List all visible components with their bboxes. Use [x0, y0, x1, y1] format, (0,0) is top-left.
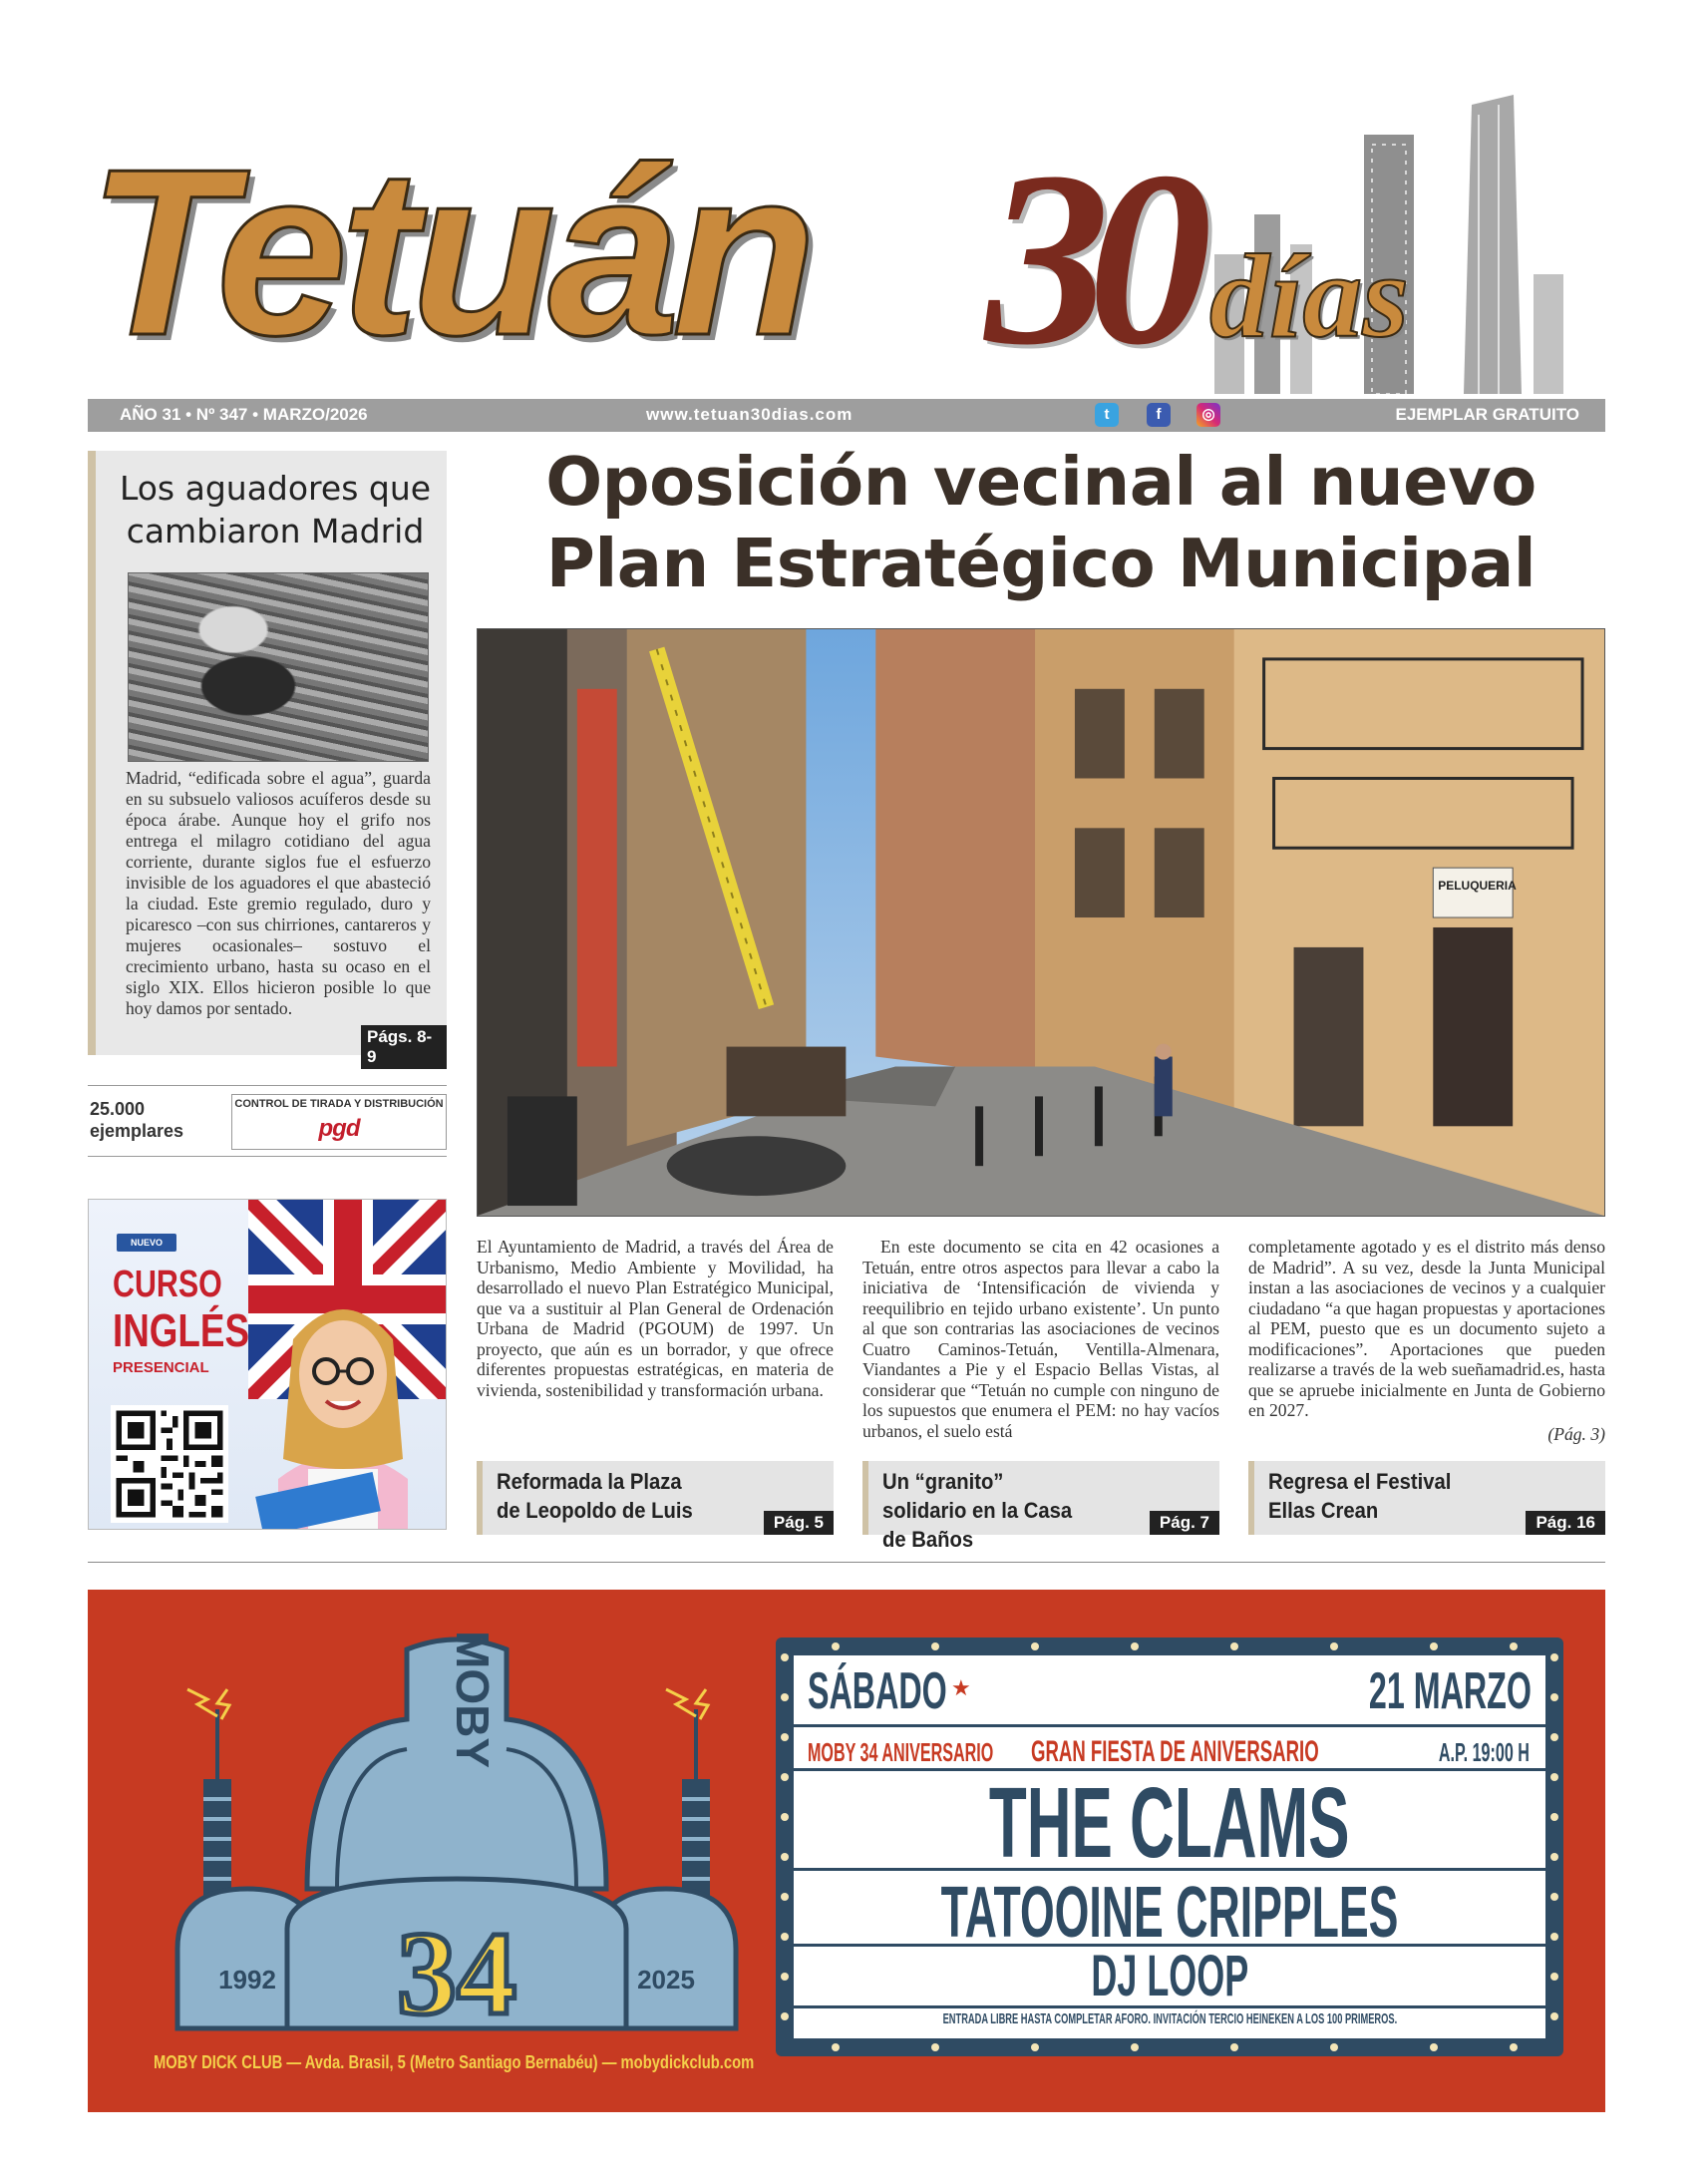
ad-course-word: CURSO	[113, 1264, 222, 1305]
event-anniversary: MOBY 34 ANIVERSARIO	[808, 1737, 994, 1767]
event-day: SÁBADO	[808, 1662, 947, 1720]
moby-year-end: 2025	[637, 1965, 695, 1995]
teaser-title: Reformada la Plaza de Leopoldo de Luis	[497, 1469, 693, 1523]
teaser-plaza-leopoldo[interactable]	[477, 1461, 834, 1535]
ad-english-word: INGLÉS	[113, 1304, 249, 1356]
moby-year-start: 1992	[218, 1965, 276, 1995]
shop-sign: PELUQUERIA	[1438, 879, 1517, 894]
event-time: A.P. 19:00 H	[1438, 1737, 1530, 1767]
teaser-ellas-crean[interactable]	[1248, 1461, 1605, 1535]
street-photo	[477, 628, 1605, 1217]
info-bar	[88, 399, 1605, 432]
ad-presencial: PRESENCIAL	[113, 1359, 209, 1376]
twitter-icon[interactable]: t	[1095, 403, 1119, 427]
headline-line-1: Oposición vecinal al nuevo	[545, 443, 1537, 521]
band-3-name: DJ LOOP	[1091, 1944, 1248, 2008]
event-note	[794, 2010, 1545, 2028]
feature-title: Los aguadores que cambiaron Madrid	[119, 469, 432, 550]
moby-anniversary-number: 34	[397, 1907, 516, 2039]
teaser-title: Regresa el Festival Ellas Crean	[1268, 1469, 1452, 1523]
moby-dick-ad[interactable]	[88, 1590, 1605, 2112]
facebook-icon[interactable]: f	[1147, 403, 1171, 427]
issue-info: AÑO 31 • Nº 347 • MARZO/2026	[120, 405, 368, 424]
headline-line-2: Plan Estratégico Municipal	[545, 525, 1537, 602]
feature-page-ref: Págs. 8-9	[361, 1025, 447, 1069]
teaser-page-ref: Pág. 16	[1526, 1511, 1605, 1535]
band-1-name: THE CLAMS	[989, 1767, 1350, 1879]
section-divider	[88, 1562, 1605, 1563]
aguadores-feature	[88, 451, 447, 1066]
masthead	[88, 95, 1605, 397]
aguadores-photo	[128, 572, 429, 762]
moby-address: MOBY DICK CLUB — Avda. Brasil, 5 (Metro Santiago Bernabéu) — mobydickclub.com	[154, 2052, 755, 2072]
student-illustration	[238, 1279, 447, 1530]
feature-text: Madrid, “edificada sobre el agua”, guarda en su subsuelo valiosos acuíferos desde su época árabe. Aunque hoy el grifo nos entrega el milagro cotidiano del agua corriente, durante siglos fue el esfuerzo invisible de los aguadores el que abasteció la ciudad. Este gremio regulado, duro y picaresco –con sus chirriones, cantareros y mujeres ocasionales– sostuvo el crecimiento urbano, hasta su ocaso en el siglo XIX. Ellos hicieron posible lo que hoy damos por sentado.	[126, 768, 431, 1018]
band-2	[794, 1875, 1545, 1951]
logo-tetuan: Tetuán	[88, 121, 810, 385]
moby-building-illustration	[138, 1630, 776, 2048]
teaser-page-ref: Pág. 5	[764, 1511, 834, 1535]
story-column-2: En este documento se cita en 42 ocasiones a Tetuán, entre otros aspectos para llevar a cabo la iniciativa de ‘Intensificación de vivienda y reequilibrio en tejido urbano existente’. Un punto al que son contrarias las asociaciones de vecinos Cuatro Caminos-Tetuán, Ventilla-Almenara, Viandantes a Pie y el Espacio Bellas Vistas, al considerar que “Tetuán no cumple con ninguno de los supuestos que enumera el PEM: no hay vacíos urbanos, el suelo está	[862, 1237, 1219, 1441]
instagram-icon[interactable]: ◎	[1196, 403, 1220, 427]
band-2-name: TATOOINE CRIPPLES	[940, 1873, 1399, 1953]
pgd-logo: pgd	[318, 1115, 360, 1142]
story-column-1: El Ayuntamiento de Madrid, a través del Área de Urbanismo, Medio Ambiente y Movilidad, ha desarrollado el nuevo Plan Estratégico Municipal, que va a sustituir al Plan General de Ordenación Urbana de Madrid (PGOUM) de 1997. Un proyecto, que aún es un borrador, y que ofrece diferentes propuestas estratégicas, en materia de vivienda, sostenibilidad y transformación urbana.	[477, 1237, 834, 1400]
story-page-ref: (Pág. 3)	[1547, 1424, 1605, 1444]
circulation-label: ejemplares	[90, 1121, 184, 1141]
event-date: 21 MARZO	[1368, 1662, 1532, 1720]
english-course-ad[interactable]	[88, 1199, 447, 1530]
circulation-number: 25.000	[90, 1099, 146, 1119]
pgd-label: CONTROL DE TIRADA Y DISTRIBUCIÓN	[234, 1098, 444, 1110]
event-fiesta: GRAN FIESTA DE ANIVERSARIO	[1031, 1735, 1319, 1768]
teaser-title: Un “granito” solidario en la Casa de Baños	[882, 1469, 1073, 1552]
teaser-page-ref: Pág. 7	[1150, 1511, 1219, 1535]
event-marquee	[776, 1637, 1563, 2056]
website-link[interactable]: www.tetuan30dias.com	[646, 405, 854, 424]
moby-logo-word: MOBY	[447, 1631, 499, 1768]
free-copy-label: EJEMPLAR GRATUITO	[1395, 405, 1579, 424]
marquee-board	[794, 1655, 1545, 2038]
qr-code[interactable]	[111, 1405, 228, 1523]
circulation-count	[90, 1098, 183, 1142]
teaser-casa-banos[interactable]	[862, 1461, 1219, 1552]
logo-30: 30	[985, 121, 1191, 397]
main-headline	[477, 441, 1605, 604]
logo-dias: días	[1209, 229, 1410, 362]
event-note-text: ENTRADA LIBRE HASTA COMPLETAR AFORO. INVITACIÓN TERCIO HEINEKEN A LOS 100 PRIMEROS.	[942, 2010, 1397, 2027]
story-column-3: completamente agotado y es el distrito más denso de Madrid”. A su vez, desde la Junta Municipal instan a las asociaciones de vecinos y a cualquier ciudadano “a que hagan propuestas y aportaciones al PEM, puesto que es un documento sujeto a modificaciones”. Aportaciones que pueden realizarse a través de la web sueñamadrid.es, hasta que se apruebe inicialmente en Junta de Gobierno en 2027.	[1248, 1237, 1605, 1420]
pgd-control-box	[231, 1094, 447, 1150]
band-3	[794, 1945, 1545, 2008]
circulation-box	[88, 1085, 447, 1157]
band-1	[794, 1767, 1545, 1879]
ad-new-badge: NUEVO	[117, 1234, 176, 1252]
star-icon: ★	[951, 1675, 971, 1700]
